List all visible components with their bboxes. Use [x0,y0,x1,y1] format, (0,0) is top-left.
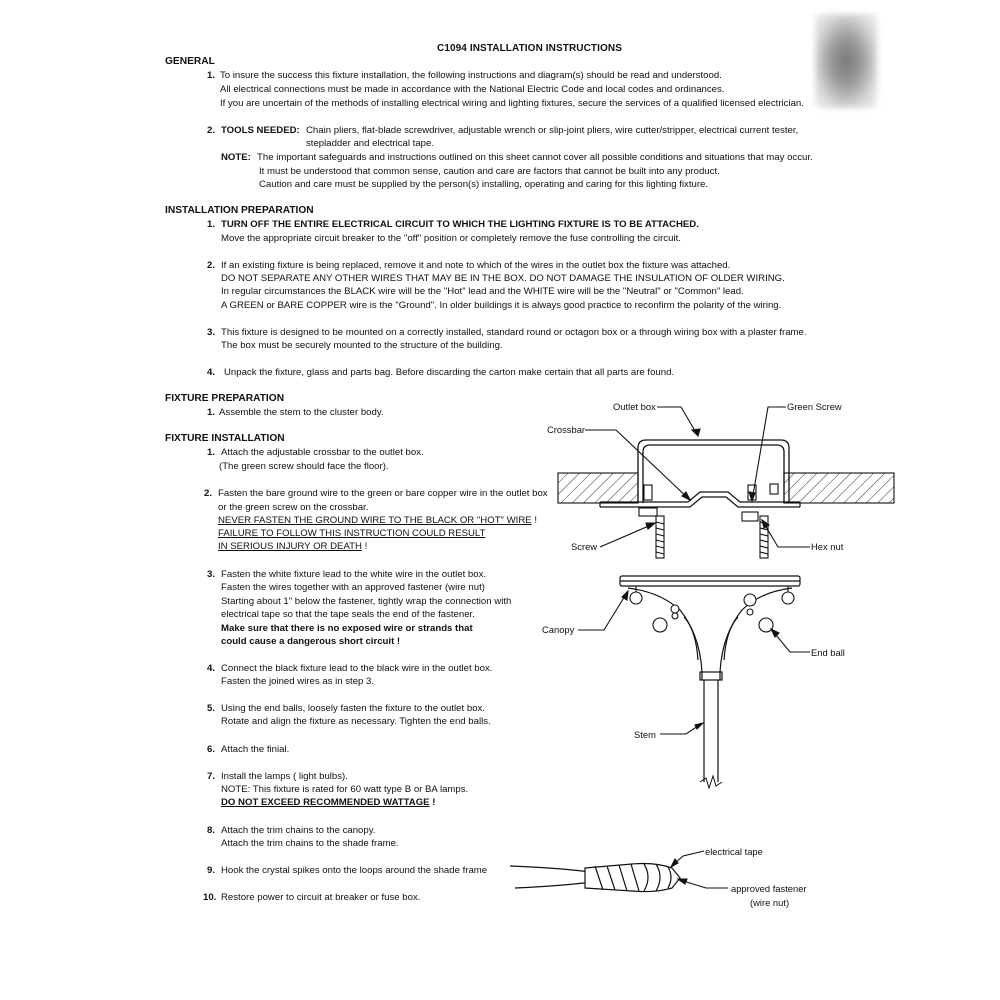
exclamation: ! [534,515,538,526]
tools-needed-label: TOOLS NEEDED: [221,125,300,136]
ceiling-left [558,473,638,503]
fixture-prep-text: Assemble the stem to the cluster body. [219,407,384,418]
label-wire-nut: (wire nut) [750,897,790,908]
install-3-line-2: Fasten the wires together with an approved fastener (wire nut) [221,582,485,593]
stem-shape [700,680,722,788]
tools-line-1: Chain pliers, flat-blade screwdriver, adjustable wrench or slip-joint pliers, wire cutter/stripper, electrical current tester, [306,125,799,136]
warning-text: NEVER FASTEN THE GROUND WIRE TO THE BLACK OR "HOT" WIRE [218,515,532,526]
prep-3-line-1: This fixture is designed to be mounted on a correctly installed, standard round or octagon box or a through wiring box with a plaster frame. [221,327,807,338]
label-screw: Screw [571,541,598,552]
item-number: 5. [207,703,216,714]
page-title: C1094 INSTALLATION INSTRUCTIONS [437,43,622,54]
item-number: 8. [207,825,216,836]
item-number: 2. [204,488,213,499]
note-line-3: Caution and care must be supplied by the person(s) installing, operating and caring for this lighting fixture. [259,179,709,190]
install-1-line-2: (The green screw should face the floor). [219,461,389,472]
item-number: 3. [207,569,216,580]
label-hex-nut: Hex nut [811,541,844,552]
general-1-line-2: All electrical connections must be made in accordance with the National Electric Code and local codes and ordinances. [220,84,725,95]
prep-2-line-3: In regular circumstances the BLACK wire will be the "Hot" lead and the WHITE wire will be the "Neutral" or "Common" lead. [221,286,744,297]
warning-text: DO NOT EXCEED RECOMMENDED WATTAGE [221,797,430,808]
item-number: 1. [207,447,216,458]
wire-nut-shape [510,864,680,892]
item-number: 1. [207,70,216,81]
item-number: 10. [203,892,217,903]
item-number: 2. [207,260,216,271]
item-number: 4. [207,663,216,674]
prep-2-line-2: DO NOT SEPARATE ANY OTHER WIRES THAT MAY BE IN THE BOX. DO NOT DAMAGE THE INSULATION OF OLDER WIRING. [221,273,785,284]
install-10-line-1: Restore power to circuit at breaker or fuse box. [221,892,421,903]
install-8-line-1: Attach the trim chains to the canopy. [221,825,376,836]
note-line-1: The important safeguards and instructions outlined on this sheet cannot cover all possible conditions and situations that may occur. [257,152,813,163]
exclamation: ! [432,797,436,808]
prep-1-line-1: TURN OFF THE ENTIRE ELECTRICAL CIRCUIT TO WHICH THE LIGHTING FIXTURE IS TO BE ATTACHED. [221,219,699,230]
screw-right [742,484,778,558]
label-crossbar: Crossbar [547,424,586,435]
tools-line-2: stepladder and electrical tape. [306,138,434,149]
label-end-ball: End ball [811,647,845,658]
section-heading-installation-preparation: INSTALLATION PREPARATION [165,205,314,216]
ceiling-right [784,473,894,503]
section-heading-fixture-installation: FIXTURE INSTALLATION [165,433,285,444]
prep-2-line-1: If an existing fixture is being replaced, remove it and note to which of the wires in the outlet box the fixture was attached. [221,260,731,271]
warning-text: IN SERIOUS INJURY OR DEATH [218,541,362,552]
label-canopy: Canopy [542,624,575,635]
label-green-screw: Green Screw [787,401,842,412]
install-4-line-1: Connect the black fixture lead to the black wire in the outlet box. [221,663,493,674]
install-3-line-3: Starting about 1" below the fastener, tightly wrap the connection with [221,596,512,607]
general-1-line-3: If you are uncertain of the methods of installing electrical wiring and lighting fixtures, secure the services of a qualified licensed electrician. [220,98,804,109]
label-approved-fastener: approved fastener [731,883,807,894]
install-2-line-2: or the green screw on the crossbar. [218,502,369,513]
canopy-shape [620,576,800,680]
section-heading-general: GENERAL [165,56,215,67]
item-number: 9. [207,865,216,876]
prep-4-line-1: Unpack the fixture, glass and parts bag. Before discarding the carton make certain that all parts are found. [224,367,675,378]
item-number: 1. [207,407,216,418]
label-electrical-tape: electrical tape [705,846,763,857]
install-1-line-1: Attach the adjustable crossbar to the outlet box. [221,447,424,458]
install-6-line-1: Attach the finial. [221,744,290,755]
install-7-line-1: Install the lamps ( light bulbs). [221,771,348,782]
install-5-line-2: Rotate and align the fixture as necessary. Tighten the end balls. [221,716,491,727]
prep-1-line-2: Move the appropriate circuit breaker to the "off" position or completely remove the fuse controlling the circuit. [221,233,681,244]
prep-3-line-2: The box must be securely mounted to the structure of the building. [221,340,503,351]
warning-line-2: FAILURE TO FOLLOW THIS INSTRUCTION COULD RESULT [218,528,486,539]
prep-2-line-4: A GREEN or BARE COPPER wire is the "Ground". In older buildings it is always good practice to reconfirm the polarity of the wiring. [221,300,782,311]
install-3-bold-1: Make sure that there is no exposed wire or strands that [221,623,473,634]
install-7-line-2: NOTE: This fixture is rated for 60 watt type B or BA lamps. [221,784,469,795]
label-outlet-box: Outlet box [613,401,656,412]
note-line-2: It must be understood that common sense, caution and care are factors that cannot be built into any product. [259,166,720,177]
install-3-line-1: Fasten the white fixture lead to the white wire in the outlet box. [221,569,487,580]
install-3-line-4: electrical tape so that the tape seals the end of the fastener. [221,609,475,620]
item-number: 4. [207,367,216,378]
item-number: 6. [207,744,216,755]
install-5-line-1: Using the end balls, loosely fasten the fixture to the outlet box. [221,703,485,714]
general-1-line-1: To insure the success this fixture installation, the following instructions and diagram(s) should be read and understood. [220,70,722,81]
install-4-line-2: Fasten the joined wires as in step 3. [221,676,375,687]
install-8-line-2: Attach the trim chains to the shade frame. [221,838,399,849]
install-3-bold-2: could cause a dangerous short circuit ! [221,636,401,647]
section-heading-fixture-preparation: FIXTURE PREPARATION [165,393,285,404]
item-number: 2. [207,125,216,136]
exclamation: ! [364,541,368,552]
item-number: 3. [207,327,216,338]
item-number: 7. [207,771,216,782]
label-stem: Stem [634,729,656,740]
install-9-line-1: Hook the crystal spikes onto the loops around the shade frame [221,865,488,876]
item-number: 1. [207,219,216,230]
install-2-line-1: Fasten the bare ground wire to the green or bare copper wire in the outlet box [218,488,548,499]
note-label: NOTE: [221,152,251,163]
